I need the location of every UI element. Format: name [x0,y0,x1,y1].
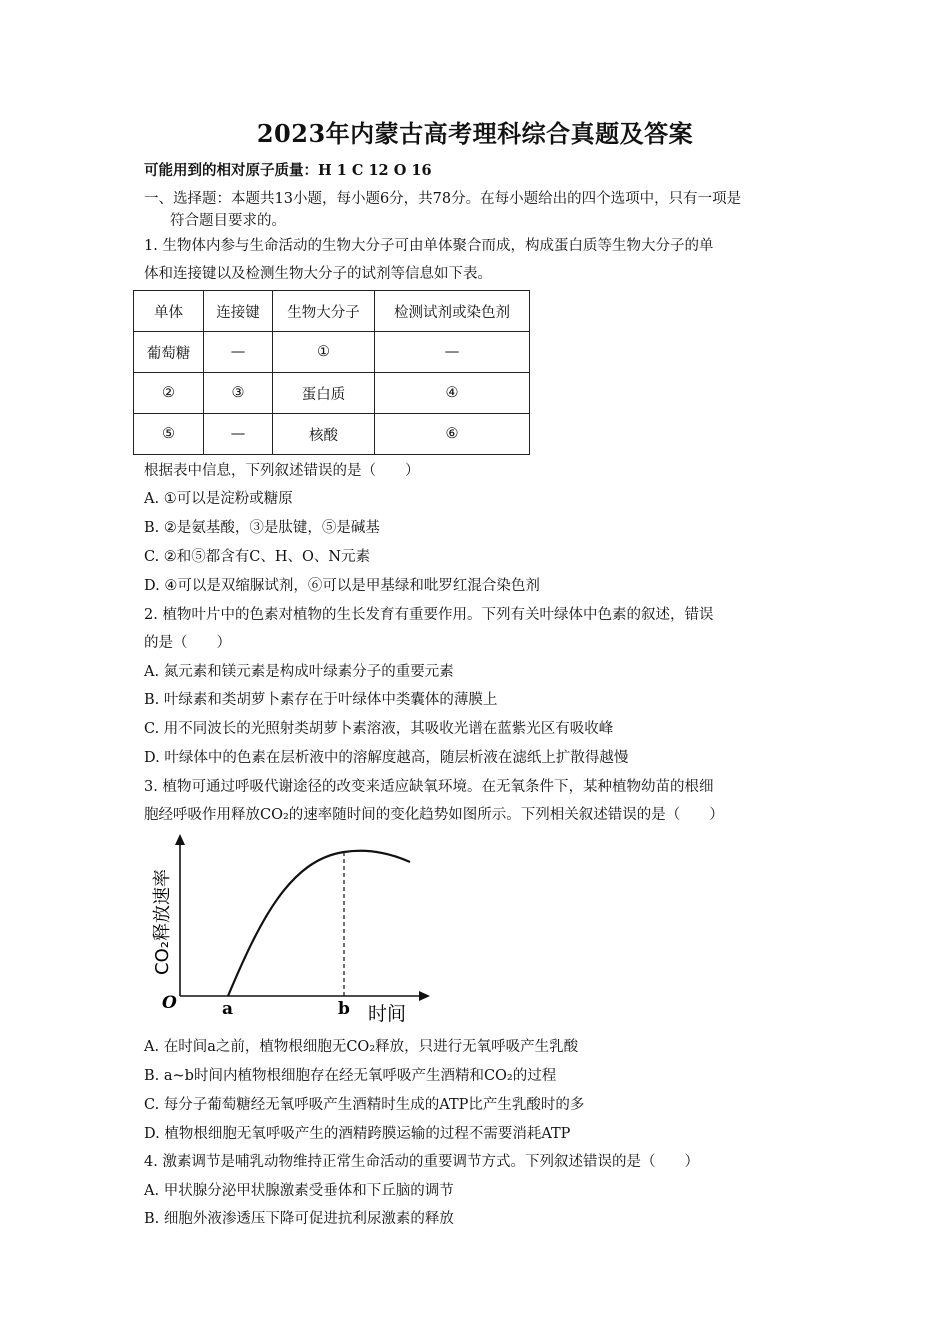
table-row [134,373,530,414]
table-cell: ⑥ [375,414,530,455]
tick-label-b: b [338,999,350,1019]
atomic-mass-note: 可能用到的相对原子质量：H 1 C 12 O 16 [144,162,432,179]
q3-option-b: B. a~b时间内植物根细胞存在经无氧呼吸产生酒精和CO₂的过程 [144,1068,557,1084]
q3-option-c: C. 每分子葡萄糖经无氧呼吸产生酒精时生成的ATP比产生乳酸时的多 [144,1097,585,1113]
table-header: 检测试剂或染色剂 [375,291,530,332]
q1-prompt: 根据表中信息，下列叙述错误的是（ ） [144,463,420,479]
q3-stem-line2: 胞经呼吸作用释放CO₂的速率随时间的变化趋势如图所示。下列相关叙述错误的是（ ） [144,807,724,823]
x-axis-label: 时间 [368,1003,407,1025]
q1-table [133,290,530,455]
table-cell: — [204,414,273,455]
table-cell: ⑤ [134,414,204,455]
q2-stem-line1: 2. 植物叶片中的色素对植物的生长发育有重要作用。下列有关叶绿体中色素的叙述，错误 [144,607,714,623]
rate-curve [228,851,410,996]
origin-label: O [162,993,177,1013]
table-cell: ① [273,332,375,373]
q3-option-a: A. 在时间a之前，植物根细胞无CO₂释放，只进行无氧呼吸产生乳酸 [144,1039,579,1055]
page-title: 2023年内蒙古高考理科综合真题及答案 [256,119,694,148]
q1-stem-line1: 1. 生物体内参与生命活动的生物大分子可由单体聚合而成，构成蛋白质等生物大分子的单 [144,238,714,254]
y-axis-label: CO₂释放速率 [152,869,173,975]
section-heading-line1: 一、选择题：本题共13小题，每小题6分，共78分。在每小题给出的四个选项中，只有一项是 [144,191,742,207]
y-axis-arrow [175,834,185,845]
q1-option-b: B. ②是氨基酸，③是肽键，⑤是碱基 [144,520,380,536]
q2-option-c: C. 用不同波长的光照射类胡萝卜素溶液，其吸收光谱在蓝紫光区有吸收峰 [144,721,614,737]
q2-option-d: D. 叶绿体中的色素在层析液中的溶解度越高，随层析液在滤纸上扩散得越慢 [144,750,629,766]
q2-option-b: B. 叶绿素和类胡萝卜素存在于叶绿体中类囊体的薄膜上 [144,692,498,708]
table-cell: — [204,332,273,373]
table-header-row [134,291,530,332]
q4-option-b: B. 细胞外液渗透压下降可促进抗利尿激素的释放 [144,1211,454,1227]
q3-stem-line1: 3. 植物可通过呼吸代谢途径的改变来适应缺氧环境。在无氧条件下，某种植物幼苗的根细 [144,779,714,795]
table-cell: ③ [204,373,273,414]
table-cell: — [375,332,530,373]
co2-rate-figure [140,830,440,1030]
q1-stem-line2: 体和连接键以及检测生物大分子的试剂等信息如下表。 [144,266,492,282]
q1-option-a: A. ①可以是淀粉或糖原 [144,491,293,507]
table-header: 连接键 [204,291,273,332]
table-cell: 葡萄糖 [134,332,204,373]
table-cell: ② [134,373,204,414]
table-cell: 核酸 [273,414,375,455]
q4-stem-line1: 4. 激素调节是哺乳动物维持正常生命活动的重要调节方式。下列叙述错误的是（ ） [144,1154,699,1170]
q3-option-d: D. 植物根细胞无氧呼吸产生的酒精跨膜运输的过程不需要消耗ATP [144,1126,571,1142]
x-axis-arrow [419,991,430,1001]
table-cell: 蛋白质 [273,373,375,414]
table-header: 生物大分子 [273,291,375,332]
q1-option-d: D. ④可以是双缩脲试剂，⑥可以是甲基绿和吡罗红混合染色剂 [144,578,540,594]
table-row [134,332,530,373]
q2-option-a: A. 氮元素和镁元素是构成叶绿素分子的重要元素 [144,664,454,680]
table-header: 单体 [134,291,204,332]
section-heading-line2: 符合题目要求的。 [170,213,286,229]
q4-option-a: A. 甲状腺分泌甲状腺激素受垂体和下丘脑的调节 [144,1183,454,1199]
table-row [134,414,530,455]
table-cell: ④ [375,373,530,414]
q2-stem-line2: 的是（ ） [144,635,231,651]
tick-label-a: a [222,999,234,1019]
q1-option-c: C. ②和⑤都含有C、H、O、N元素 [144,549,371,565]
